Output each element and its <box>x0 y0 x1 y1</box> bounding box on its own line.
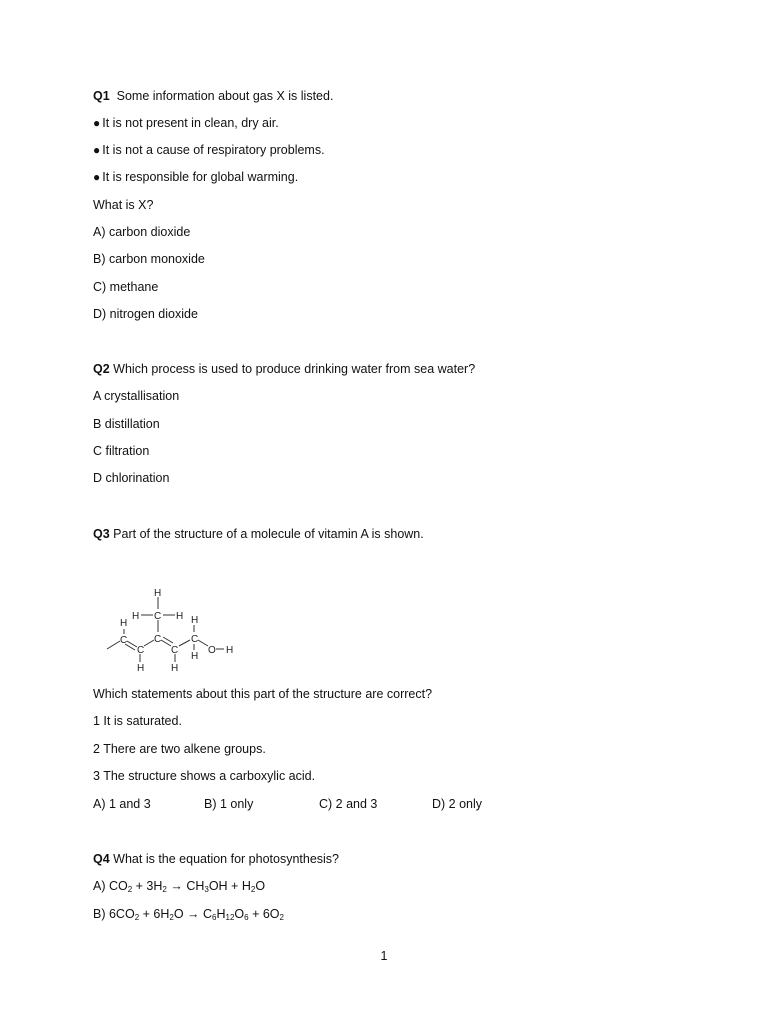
atom-h: H <box>176 611 184 622</box>
q1-option-c: C) methane <box>93 280 159 294</box>
atom-c: C <box>137 645 145 656</box>
atom-h: H <box>171 663 179 674</box>
q1-bullet-1: ● It is not present in clean, dry air. <box>93 115 279 131</box>
q3-stem <box>93 526 424 542</box>
equation-subscript: 2 <box>162 885 167 894</box>
equation-part: + 3H <box>132 879 163 893</box>
q3-statement-3: 3 The structure shows a carboxylic acid. <box>93 769 316 783</box>
q1-bullet-2: ● It is not a cause of respiratory problems. <box>93 142 325 158</box>
q4-option-a-label: A) <box>93 879 109 893</box>
equation-part: + 6O <box>248 907 280 921</box>
atom-h: H <box>191 651 199 662</box>
equation-subscript: 3 <box>204 885 209 894</box>
q4-stem-text: What is the equation for photosynthesis? <box>113 852 340 866</box>
q1-stem <box>93 88 333 104</box>
q1-option-a: A) carbon dioxide <box>93 225 191 239</box>
equation-part: CO <box>108 879 128 893</box>
bond <box>179 640 190 646</box>
q4-number: Q4 <box>93 852 110 866</box>
q3-option-b: B) 1 only <box>204 797 254 811</box>
equation-part: O → C <box>173 907 213 921</box>
q1-number: Q1 <box>93 89 110 103</box>
equation-part: H <box>216 907 226 921</box>
vitamin-a-structure-diagram <box>100 582 250 677</box>
atom-h: H <box>226 645 234 656</box>
equation-subscript: 2 <box>279 913 284 922</box>
atom-h: H <box>132 611 140 622</box>
q4-stem <box>93 851 339 867</box>
atom-c: C <box>154 634 162 645</box>
bond <box>144 640 154 646</box>
q3-option-c: C) 2 and 3 <box>319 797 378 811</box>
atom-c: C <box>154 611 162 622</box>
equation-subscript: 2 <box>169 913 174 922</box>
q4-option-b <box>93 906 284 922</box>
atom-h: H <box>137 663 145 674</box>
atom-h: H <box>154 588 162 599</box>
equation-part: O <box>234 907 245 921</box>
equation-subscript: 2 <box>134 913 140 922</box>
q2-option-c: C filtration <box>93 444 150 458</box>
equation-part: → CH <box>166 879 205 893</box>
atom-c: C <box>191 634 199 645</box>
q3-statement-2: 2 There are two alkene groups. <box>93 742 266 756</box>
atom-c: C <box>120 635 128 646</box>
atom-o: O <box>208 645 216 656</box>
q2-number: Q2 <box>93 362 110 376</box>
q1-option-b: B) carbon monoxide <box>93 252 205 266</box>
equation-subscript: 2 <box>250 885 256 894</box>
atom-h: H <box>191 615 199 626</box>
q1-question: What is X? <box>93 198 154 212</box>
q1-stem-text: Some information about gas X is listed. <box>116 89 334 103</box>
q3-statement-1: 1 It is saturated. <box>93 714 182 728</box>
q2-stem <box>93 361 475 377</box>
q4-option-b-label: B) <box>93 907 109 921</box>
equation-subscript: 12 <box>225 913 235 922</box>
equation-subscript: 2 <box>127 885 133 894</box>
atom-h: H <box>120 618 128 629</box>
equation-part: OH + H <box>208 879 251 893</box>
atom-c: C <box>171 645 179 656</box>
q3-option-a: A) 1 and 3 <box>93 797 151 811</box>
q4-option-a <box>93 878 265 894</box>
bond <box>107 641 120 649</box>
q1-option-d: D) nitrogen dioxide <box>93 307 198 321</box>
q2-stem-text: Which process is used to produce drinking water from sea water? <box>113 362 476 376</box>
q2-option-b: B distillation <box>93 417 160 431</box>
q1-bullet-3: ● It is responsible for global warming. <box>93 169 298 185</box>
equation-subscript: 6 <box>244 913 249 922</box>
q3-option-d: D) 2 only <box>432 797 483 811</box>
q2-option-d: D chlorination <box>93 471 170 485</box>
equation-part: O <box>255 879 266 893</box>
page-number: 1 <box>380 949 388 963</box>
bond <box>198 640 208 646</box>
q2-option-a: A crystallisation <box>93 389 180 403</box>
equation-part: 6CO <box>108 907 135 921</box>
q3-question: Which statements about this part of the structure are correct? <box>93 687 433 701</box>
equation-part: + 6H <box>139 907 170 921</box>
equation-subscript: 6 <box>212 913 217 922</box>
q3-stem-text: Part of the structure of a molecule of vitamin A is shown. <box>113 527 424 541</box>
q3-number: Q3 <box>93 527 110 541</box>
